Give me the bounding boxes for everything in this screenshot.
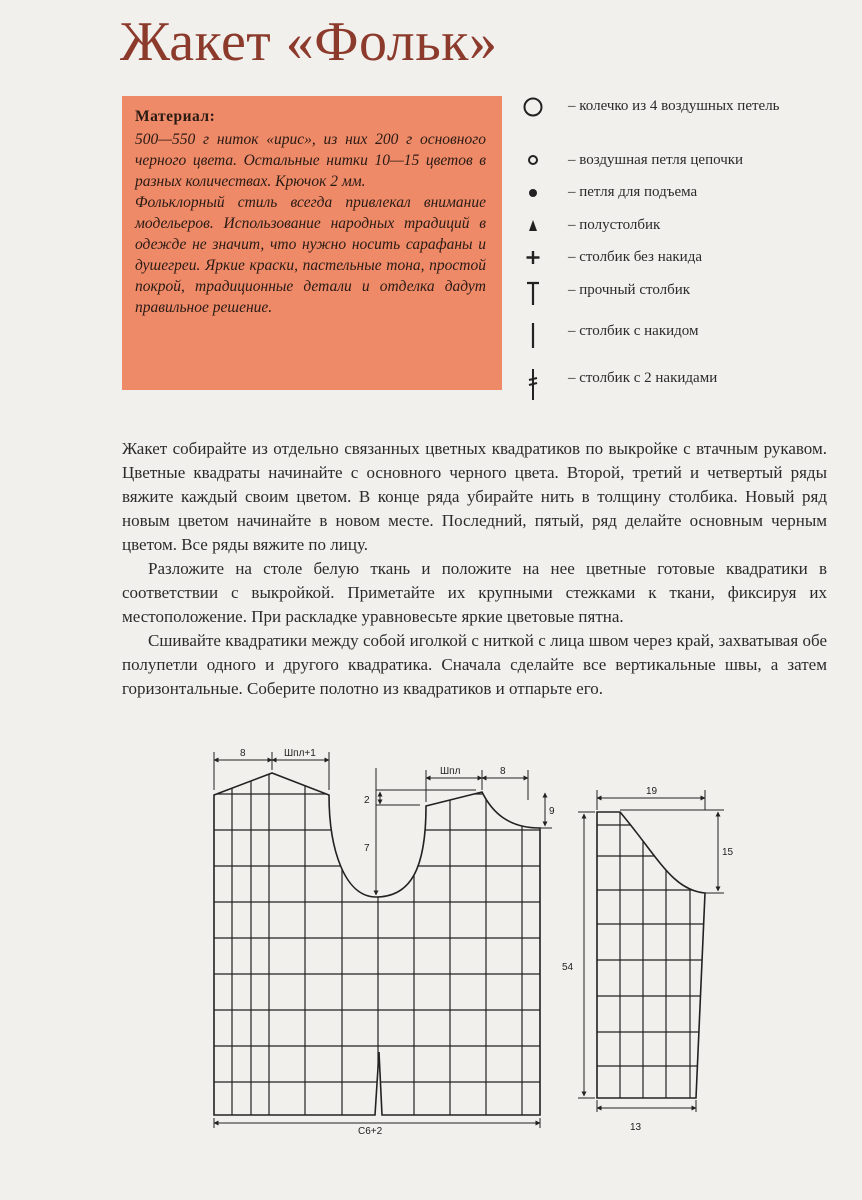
large-ring-icon (520, 95, 546, 126)
dim-shoulder: Шпл (440, 766, 461, 777)
sleeve-grid (590, 800, 710, 1100)
legend-label: – столбик с 2 накидами (568, 370, 718, 386)
legend-label: – столбик с накидом (568, 323, 699, 339)
legend-label: – полустолбик (568, 217, 661, 233)
sleeve-dimensions (578, 790, 724, 1112)
vertical-bar-icon (520, 320, 546, 357)
legend-label: – воздушная петля цепочки (568, 152, 744, 168)
dim-sleeve-top: 19 (646, 786, 658, 797)
double-crossed-bar-icon (520, 367, 546, 408)
legend-label: – столбик без накида (568, 249, 702, 265)
body-dimensions (214, 752, 552, 1128)
dim-sleeve-cap: 15 (722, 847, 734, 858)
instruction-paragraph: Разложите на столе белую ткань и положите на нее цветные готовые квадратики в соответствии с выкройкой. Приметайте их крупными стежками к ткани, фиксируя их местоположение. При раскладке уравновесьте яркие цветовые пятна. (122, 559, 827, 626)
sleeve-outline (597, 812, 705, 1098)
plus-icon (520, 246, 546, 275)
small-ring-icon (520, 149, 546, 178)
material-intro-text: Фольклорный стиль всегда привлекал внимание модельеров. Использование народных традиций в одежде не значит, что нужно носить сарафаны и душегреи. Яркие краски, пастельные тона, простой покрой, традиционные детали и отделка дадут правильное решение. (135, 194, 486, 316)
dim-shoulder-plus: Шпл+1 (284, 748, 316, 759)
legend-label: – петля для подъема (568, 184, 698, 200)
instruction-paragraph: Сшивайте квадратики между собой иголкой с ниткой с лица швом через край, захватывая обе полупетли одного и другого квадратика. Сначала сделайте все вертикальные швы, а затем горизонтальные. Соберите полотно из квадратиков и отпарьте его. (122, 631, 827, 698)
dot-icon (520, 181, 546, 210)
dim-sleeve-length: 54 (562, 962, 574, 973)
instruction-paragraph: Жакет собирайте из отдельно связанных цветных квадратиков по выкройке с втачным рукавом. Цветные квадраты начинайте с основного черного цвета. Второй, третий и четвертый ряды вяжите каждый своим цветом. В конце ряда убирайте нить в толщину столбика. Новый ряд новым цветом начинайте в новом месте. Последний, пятый, ряд делайте основным черным цветом. Все ряды вяжите по лицу. (122, 439, 827, 554)
material-heading: Материал: (135, 108, 216, 125)
dim-neck-depth: 7 (364, 843, 370, 854)
material-yarn-text: 500—550 г ниток «ирис», из них 200 г основного черного цвета. Остальные нитки 10—15 цветов в разных количествах. Крючок 2 мм. (135, 131, 486, 190)
legend-label: – прочный столбик (568, 282, 691, 298)
body-outline (214, 773, 540, 1115)
dim-right-shoulder: 8 (500, 766, 506, 777)
dim-left-shoulder: 8 (240, 748, 246, 759)
dim-back-neck: 9 (549, 806, 555, 817)
triangle-icon (520, 214, 546, 243)
t-stitch-icon (520, 279, 546, 314)
page-title: Жакет «Фольк» (120, 11, 498, 73)
dim-body-width: С6+2 (358, 1126, 383, 1137)
legend-label: – колечко из 4 воздушных петель (568, 98, 780, 114)
material-box (122, 96, 502, 390)
instructions-text (122, 437, 827, 701)
dim-front-drop: 2 (364, 795, 370, 806)
dim-sleeve-bottom: 13 (630, 1122, 642, 1133)
body-grid (200, 760, 560, 1120)
